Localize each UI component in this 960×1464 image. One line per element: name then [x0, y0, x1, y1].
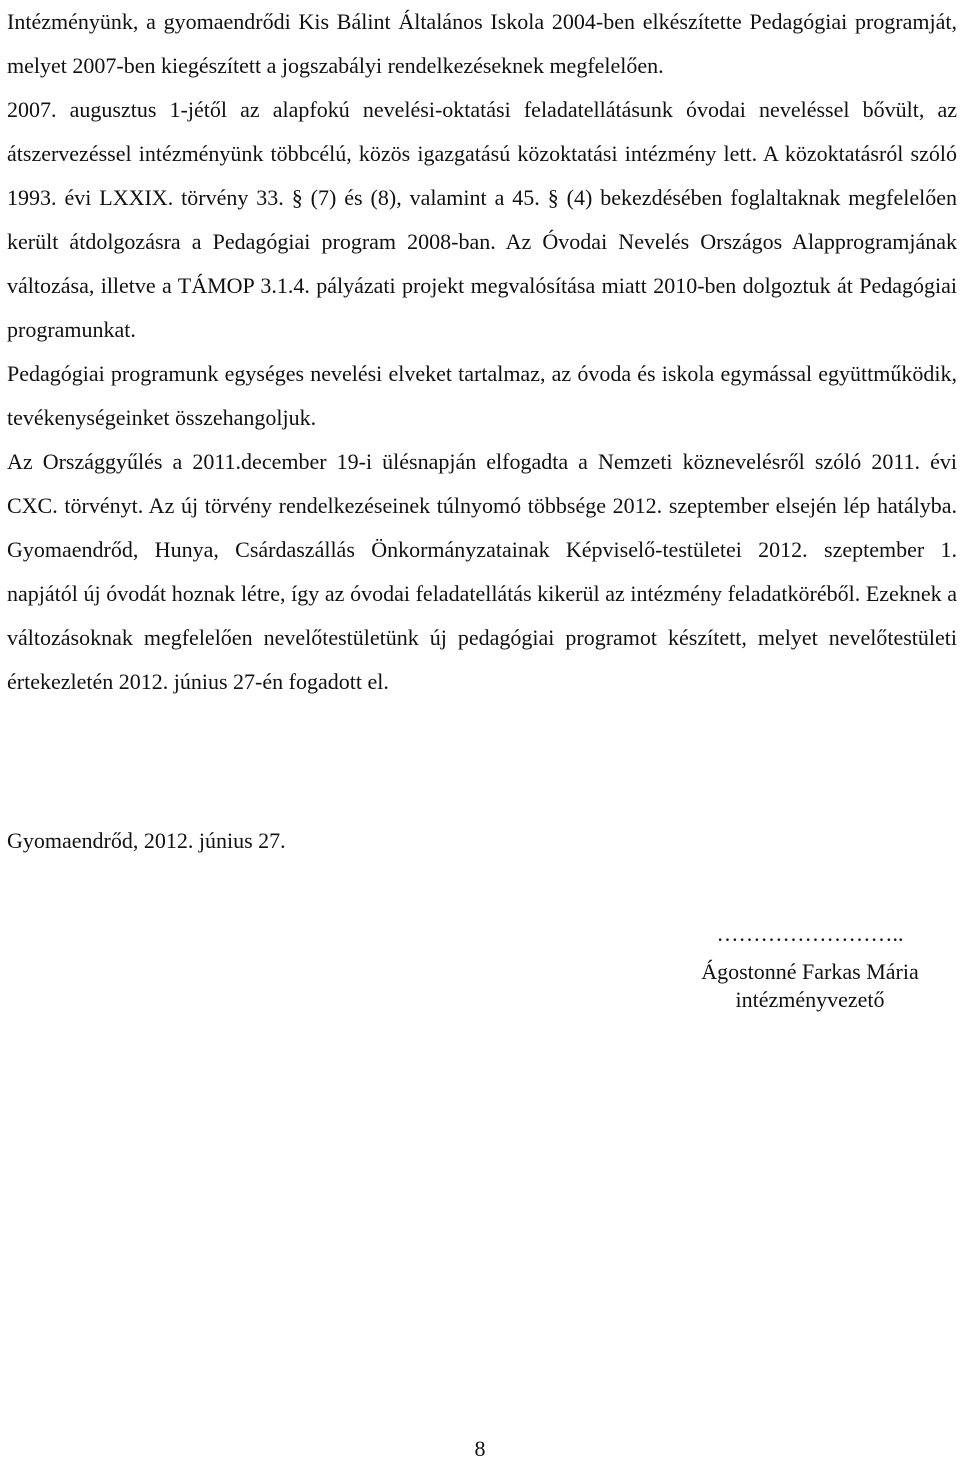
- document-body: [7, 0, 957, 704]
- paragraph-reorganization: 2007. augusztus 1-jétől az alapfokú nevelési-oktatási feladatellátásunk óvodai neveléssel bővült, az átszervezéssel intézményünk többcélú, közös igazgatású közoktatási intézmény lett. A közoktatásról szóló 1993. évi LXXIX. törvény 33. § (7) és (8), valamint a 45. § (4) bekezdésében foglaltaknak megfelelően került átdolgozásra a Pedagógiai program 2008-ban. Az Óvodai Nevelés Országos Alapprogramjának változása, illetve a TÁMOP 3.1.4. pályázati projekt megvalósítása miatt 2010-ben dolgoztuk át Pedagógiai programunkat.: [7, 97, 957, 342]
- paragraph-intro: Intézményünk, a gyomaendrődi Kis Bálint Általános Iskola 2004-ben elkészítette Pedagógiai programját, melyet 2007-ben kiegészített a jogszabályi rendelkezéseknek megfelelően.: [7, 9, 957, 78]
- page-number: 8: [474, 1436, 486, 1461]
- signature-line: ……………………..: [716, 921, 904, 946]
- place-and-date: Gyomaendrőd, 2012. június 27.: [7, 828, 286, 853]
- signatory-name: Ágostonné Farkas Mária: [701, 959, 919, 984]
- signatory-title: intézményvezető: [735, 987, 885, 1012]
- paragraph-new-law: Az Országgyűlés a 2011.december 19-i ülésnapján elfogadta a Nemzeti köznevelésről szóló 2011. évi CXC. törvényt. Az új törvény rendelkezéseinek túlnyomó többsége 2012. szeptember elsején lép hatályba. Gyomaendrőd, Hunya, Csárdaszállás Önkormányzatainak Képviselő-testületei 2012. szeptember 1. napjától új óvodát hoznak létre, így az óvodai feladatellátás kikerül az intézmény feladatköréből. Ezeknek a változásoknak megfelelően nevelőtestületünk új pedagógiai programot készített, melyet nevelőtestületi értekezletén 2012. június 27-én fogadott el.: [7, 449, 957, 694]
- paragraph-unified-principles: Pedagógiai programunk egységes nevelési elveket tartalmaz, az óvoda és iskola egymással együttműködik, tevékenységeinket összehangoljuk.: [7, 361, 957, 430]
- signature-block: [660, 920, 960, 1014]
